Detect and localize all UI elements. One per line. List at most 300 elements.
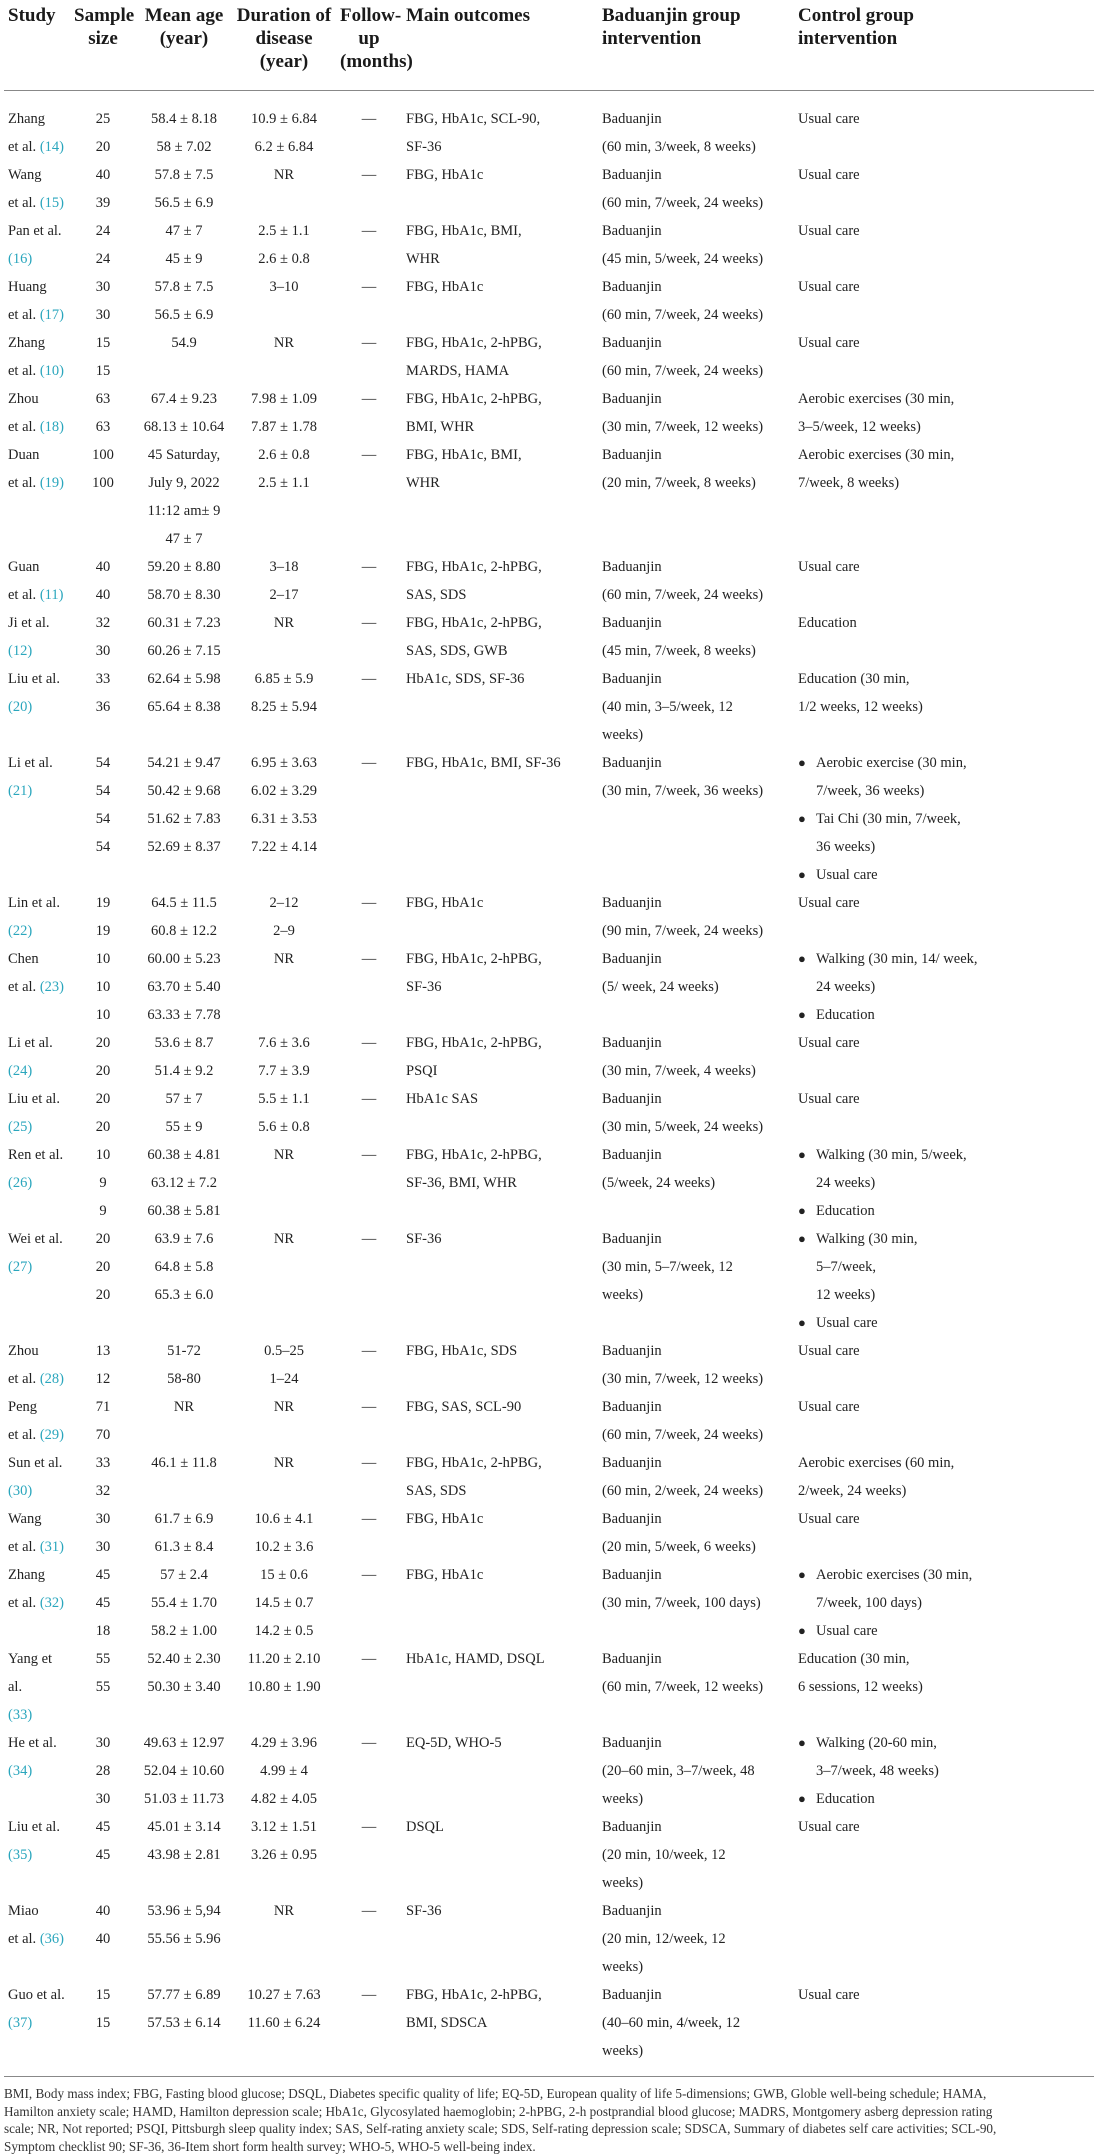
cell-outcomes [402,1449,598,1505]
cell-line: HbA1c, SDS, SF-36 [406,665,594,693]
cell-line: DSQL [406,1813,594,1841]
study-line: et al. (36) [8,1925,66,1953]
cell-line: (30 min, 7/week, 12 weeks) [602,413,790,441]
cell-follow-up [336,385,402,441]
cell-study [4,1505,70,1561]
study-line: Wei et al. [8,1225,66,1253]
cell-line: 51.4 ± 9.2 [140,1057,228,1085]
study-line: Guo et al. [8,1981,66,2009]
bullet-item [798,1561,1090,1617]
study-line: Li et al. [8,1029,66,1057]
citation-link[interactable]: (37) [8,2015,32,2031]
cell-follow-up [336,273,402,329]
cell-line: (60 min, 7/week, 12 weeks) [602,1673,790,1701]
cell-baduanjin [598,1449,794,1505]
cell-line: 45 Saturday, [140,441,228,469]
cell-sample-size [70,1029,136,1085]
cell-line: — [340,1981,398,2009]
cell-follow-up [336,945,402,1029]
bullet-text [816,861,878,889]
cell-sample-size [70,1729,136,1813]
bullet-text [816,1197,875,1225]
bullet-text [816,805,961,861]
cell-line: 24 [74,245,132,273]
cell-outcomes [402,1029,598,1085]
cell-line: — [340,1029,398,1057]
cell-line: Baduanjin [602,1225,790,1253]
header-baduanjin: Baduanjin group intervention [598,2,794,91]
cell-study [4,1393,70,1449]
citation-link[interactable]: (31) [40,1539,64,1555]
cell-line: Usual care [798,273,1090,301]
cell-outcomes [402,1393,598,1449]
cell-line: (60 min, 2/week, 24 weeks) [602,1477,790,1505]
cell-line: HbA1c, HAMD, DSQL [406,1645,594,1673]
study-line: Yang et al. [8,1645,66,1701]
cell-line: 20 [74,1057,132,1085]
cell-mean-age [136,161,232,217]
cell-line: 6.2 ± 6.84 [236,133,332,161]
table-row [4,1645,1094,1729]
study-line [8,1841,66,1869]
cell-control [794,889,1094,945]
cell-outcomes [402,553,598,609]
citation-link[interactable]: (26) [8,1175,32,1191]
study-line: Liu et al. [8,1813,66,1841]
cell-line: 32 [74,1477,132,1505]
cell-baduanjin [598,1729,794,1813]
cell-outcomes [402,609,598,665]
cell-line: 67.4 ± 9.23 [140,385,228,413]
cell-outcomes [402,1645,598,1729]
cell-line: 20 [74,133,132,161]
cell-mean-age [136,1813,232,1897]
citation-link[interactable]: (19) [40,475,64,491]
table-row [4,749,1094,889]
cell-baduanjin [598,609,794,665]
cell-follow-up [336,1141,402,1225]
cell-outcomes [402,1813,598,1897]
cell-line: (60 min, 7/week, 24 weeks) [602,357,790,385]
cell-line: — [340,217,398,245]
cell-line: Baduanjin [602,161,790,189]
cell-study [4,553,70,609]
cell-line: — [340,609,398,637]
cell-line: (30 min, 7/week, 100 days) [602,1589,790,1617]
cell-sample-size [70,1645,136,1729]
cell-line: 46.1 ± 11.8 [140,1449,228,1477]
cell-study [4,889,70,945]
cell-study [4,385,70,441]
cell-study [4,91,70,162]
cell-sample-size [70,1449,136,1505]
cell-mean-age [136,385,232,441]
footnote-line: Symptom checklist 90; SF-36, 36-Item short form health survey; WHO-5, WHO-5 well-being index. [4,2138,1094,2155]
table-row [4,329,1094,385]
cell-line: 63.9 ± 7.6 [140,1225,228,1253]
cell-mean-age [136,1337,232,1393]
table-row [4,91,1094,162]
cell-baduanjin [598,91,794,162]
cell-duration [232,1981,336,2065]
cell-line: BMI, WHR [406,413,594,441]
cell-line: 58 ± 7.02 [140,133,228,161]
cell-follow-up [336,329,402,385]
cell-line: FBG, HbA1c [406,1505,594,1533]
cell-line: 25 [74,105,132,133]
cell-baduanjin [598,1085,794,1141]
cell-duration [232,1645,336,1729]
cell-outcomes [402,749,598,889]
cell-line: (60 min, 7/week, 24 weeks) [602,1421,790,1449]
cell-duration [232,945,336,1029]
cell-line: 30 [74,1785,132,1813]
cell-control [794,1085,1094,1141]
cell-baduanjin [598,161,794,217]
cell-line: weeks) [602,1785,790,1813]
cell-line: 10.80 ± 1.90 [236,1673,332,1701]
cell-line: 63.33 ± 7.78 [140,1001,228,1029]
cell-line: NR [140,1393,228,1421]
citation-link[interactable]: (25) [8,1119,32,1135]
cell-sample-size [70,1981,136,2065]
cell-line: (60 min, 7/week, 24 weeks) [602,581,790,609]
cell-line: HbA1c SAS [406,1085,594,1113]
cell-line: 60.38 ± 5.81 [140,1197,228,1225]
cell-outcomes [402,1085,598,1141]
cell-baduanjin [598,217,794,273]
cell-control [794,161,1094,217]
cell-line: 40 [74,1897,132,1925]
cell-line: (45 min, 5/week, 24 weeks) [602,245,790,273]
citation-link[interactable]: (10) [40,363,64,379]
cell-baduanjin [598,945,794,1029]
cell-outcomes [402,441,598,553]
cell-control [794,1981,1094,2065]
cell-line: PSQI [406,1057,594,1085]
cell-line: Baduanjin [602,553,790,581]
cell-duration [232,329,336,385]
cell-line: — [340,1337,398,1365]
study-line: Huang [8,273,66,301]
cell-line: 0.5–25 [236,1337,332,1365]
citation-link[interactable]: (17) [40,307,64,323]
study-line [8,1701,66,1729]
cell-line: (30 min, 5–7/week, 12 [602,1253,790,1281]
cell-line: 40 [74,1925,132,1953]
cell-line: — [340,1225,398,1253]
cell-line: 20 [74,1029,132,1057]
citation-link[interactable]: (18) [40,419,64,435]
cell-follow-up [336,1505,402,1561]
cell-line: 63 [74,413,132,441]
cell-line: 7.6 ± 3.6 [236,1029,332,1057]
cell-line: BMI, SDSCA [406,2009,594,2037]
citation-link[interactable]: (35) [8,1847,32,1863]
cell-line: 40 [74,161,132,189]
cell-line: 12 [74,1365,132,1393]
cell-outcomes [402,1897,598,1981]
study-line: et al. (28) [8,1365,66,1393]
cell-control [794,1449,1094,1505]
cell-line: (40–60 min, 4/week, 12 [602,2009,790,2037]
citation-link[interactable]: (30) [8,1483,32,1499]
cell-follow-up [336,1645,402,1729]
cell-mean-age [136,945,232,1029]
cell-line: 4.82 ± 4.05 [236,1785,332,1813]
citation-link[interactable]: (28) [40,1371,64,1387]
cell-line: 45 [74,1813,132,1841]
citation-link[interactable]: (32) [40,1595,64,1611]
citation-link[interactable]: (16) [8,251,32,267]
bullet-icon: ● [798,861,816,889]
cell-line: SAS, SDS [406,1477,594,1505]
cell-control [794,385,1094,441]
bullet-item [798,1197,1090,1225]
citation-link[interactable]: (33) [8,1707,32,1723]
cell-line: Baduanjin [602,385,790,413]
cell-line: (30 min, 5/week, 24 weeks) [602,1113,790,1141]
cell-line: 60.00 ± 5.23 [140,945,228,973]
cell-control [794,1813,1094,1897]
bullet-icon: ● [798,1309,816,1337]
cell-duration [232,1029,336,1085]
cell-control [794,665,1094,749]
cell-control [794,273,1094,329]
cell-line: — [340,1729,398,1757]
cell-line: 100 [74,469,132,497]
cell-line: 61.7 ± 6.9 [140,1505,228,1533]
cell-line: Usual care [798,1085,1090,1113]
cell-study [4,1645,70,1729]
cell-line: 52.69 ± 8.37 [140,833,228,861]
cell-outcomes [402,1729,598,1813]
citation-link[interactable]: (11) [40,587,64,603]
cell-control [794,1505,1094,1561]
cell-line: 55 [74,1645,132,1673]
cell-line: 10.27 ± 7.63 [236,1981,332,2009]
study-line: et al. (11) [8,581,66,609]
citation-link[interactable]: (24) [8,1063,32,1079]
cell-line: 11:12 am± 9 [140,497,228,525]
cell-line: (20 min, 10/week, 12 [602,1841,790,1869]
citation-link[interactable]: (21) [8,783,32,799]
cell-line: FBG, HbA1c, SCL-90, [406,105,594,133]
cell-line: 20 [74,1085,132,1113]
header-duration: Duration of disease (year) [232,2,336,91]
cell-line: Baduanjin [602,1561,790,1589]
cell-line: 54 [74,805,132,833]
bullet-item [798,945,1090,1001]
cell-line: Usual care [798,1813,1090,1841]
table-row [4,1897,1094,1981]
citation-link[interactable]: (34) [8,1763,32,1779]
cell-duration [232,665,336,749]
cell-line: 15 [74,329,132,357]
cell-outcomes [402,1505,598,1561]
citation-link[interactable]: (27) [8,1259,32,1275]
study-line: et al. (32) [8,1589,66,1617]
cell-line: Usual care [798,1337,1090,1365]
cell-mean-age [136,1981,232,2065]
cell-control [794,1729,1094,1813]
cell-baduanjin [598,1337,794,1393]
cell-line: 63 [74,385,132,413]
cell-study [4,1225,70,1337]
cell-sample-size [70,553,136,609]
cell-line: — [340,161,398,189]
study-line: et al. (23) [8,973,66,1001]
cell-control [794,1029,1094,1085]
cell-line: NR [236,1897,332,1925]
cell-control [794,1561,1094,1645]
cell-line: SF-36 [406,1225,594,1253]
cell-outcomes [402,945,598,1029]
cell-line: Baduanjin [602,441,790,469]
citation-link[interactable]: (29) [40,1427,64,1443]
header-follow-up: Follow- up (months) [336,2,402,91]
cell-line: Baduanjin [602,1505,790,1533]
cell-line: Baduanjin [602,1029,790,1057]
cell-line: (30 min, 7/week, 36 weeks) [602,777,790,805]
cell-sample-size [70,1813,136,1897]
bullet-icon: ● [798,945,816,1001]
cell-line: 45.01 ± 3.14 [140,1813,228,1841]
cell-study [4,329,70,385]
cell-line: Baduanjin [602,273,790,301]
cell-line: — [340,1645,398,1673]
citation-link[interactable]: (14) [40,139,64,155]
cell-baduanjin [598,1225,794,1337]
study-line: et al. (15) [8,189,66,217]
cell-sample-size [70,609,136,665]
cell-control [794,1897,1094,1981]
cell-line: 43.98 ± 2.81 [140,1841,228,1869]
cell-duration [232,1813,336,1897]
citation-link[interactable]: (20) [8,699,32,715]
cell-line: Usual care [798,889,1090,917]
cell-sample-size [70,1085,136,1141]
cell-line: — [340,441,398,469]
cell-control [794,1141,1094,1225]
cell-line: (5/week, 24 weeks) [602,1169,790,1197]
cell-line: 6.02 ± 3.29 [236,777,332,805]
cell-line: 40 [74,581,132,609]
cell-line: 47 ± 7 [140,217,228,245]
cell-baduanjin [598,1645,794,1729]
table-row [4,945,1094,1029]
cell-line: 51.03 ± 11.73 [140,1785,228,1813]
study-line: Miao [8,1897,66,1925]
cell-line: 54 [74,749,132,777]
cell-line: weeks) [602,1869,790,1897]
bullet-item [798,1617,1090,1645]
cell-line: 20 [74,1225,132,1253]
cell-line: EQ-5D, WHO-5 [406,1729,594,1757]
cell-duration [232,441,336,553]
cell-line: 20 [74,1113,132,1141]
study-line: et al. (18) [8,413,66,441]
cell-line: 58.2 ± 1.00 [140,1617,228,1645]
cell-sample-size [70,945,136,1029]
cell-line: 70 [74,1421,132,1449]
citation-link[interactable]: (22) [8,923,32,939]
study-line: et al. (17) [8,301,66,329]
cell-study [4,273,70,329]
cell-study [4,441,70,553]
cell-study [4,1729,70,1813]
cell-line: 2–12 [236,889,332,917]
cell-line: 3–18 [236,553,332,581]
citation-link[interactable]: (15) [40,195,64,211]
cell-baduanjin [598,273,794,329]
study-line: Liu et al. [8,1085,66,1113]
cell-line: 2.6 ± 0.8 [236,245,332,273]
cell-line: 12 weeks) [816,1281,918,1309]
cell-line: FBG, HbA1c, 2-hPBG, [406,385,594,413]
cell-line: 9 [74,1197,132,1225]
cell-line: 7/week, 36 weeks) [816,777,967,805]
cell-line: — [340,105,398,133]
cell-line: 54.9 [140,329,228,357]
cell-line: FBG, HbA1c, BMI, [406,217,594,245]
cell-line: 5.6 ± 0.8 [236,1113,332,1141]
table-row [4,1141,1094,1225]
table-row [4,1729,1094,1813]
cell-line: 53.6 ± 8.7 [140,1029,228,1057]
cell-line: 15 ± 0.6 [236,1561,332,1589]
cell-line: weeks) [602,1953,790,1981]
cell-line: 3.12 ± 1.51 [236,1813,332,1841]
header-sample-size: Sample size [70,2,136,91]
cell-line: 24 weeks) [816,1169,967,1197]
cell-duration [232,1897,336,1981]
cell-study [4,609,70,665]
cell-study [4,1141,70,1225]
cell-sample-size [70,441,136,553]
cell-duration [232,1505,336,1561]
cell-duration [232,1141,336,1225]
bullet-icon: ● [798,1785,816,1813]
cell-line: — [340,273,398,301]
cell-line: weeks) [602,1281,790,1309]
citation-link[interactable]: (12) [8,643,32,659]
study-line [8,245,66,273]
cell-line: Baduanjin [602,665,790,693]
cell-baduanjin [598,749,794,889]
cell-line: 7.98 ± 1.09 [236,385,332,413]
footnote-line: BMI, Body mass index; FBG, Fasting blood glucose; DSQL, Diabetes specific quality of life; EQ-5D, European quality of life 5-dimensions; GWB, Globle well-being schedule; HAMA, [4,2085,1094,2103]
cell-line: — [340,1085,398,1113]
study-line [8,1477,66,1505]
cell-duration [232,273,336,329]
bullet-icon: ● [798,1141,816,1197]
cell-outcomes [402,1561,598,1645]
study-line: Zhou [8,1337,66,1365]
cell-line: Baduanjin [602,1141,790,1169]
cell-outcomes [402,889,598,945]
cell-line: FBG, HbA1c [406,889,594,917]
citation-link[interactable]: (23) [40,979,64,995]
cell-control [794,553,1094,609]
cell-follow-up [336,1729,402,1813]
cell-mean-age [136,1085,232,1141]
cell-duration [232,1449,336,1505]
study-line: Zhang [8,1561,66,1589]
cell-baduanjin [598,1029,794,1085]
cell-line: 40 [74,553,132,581]
citation-link[interactable]: (36) [40,1931,64,1947]
